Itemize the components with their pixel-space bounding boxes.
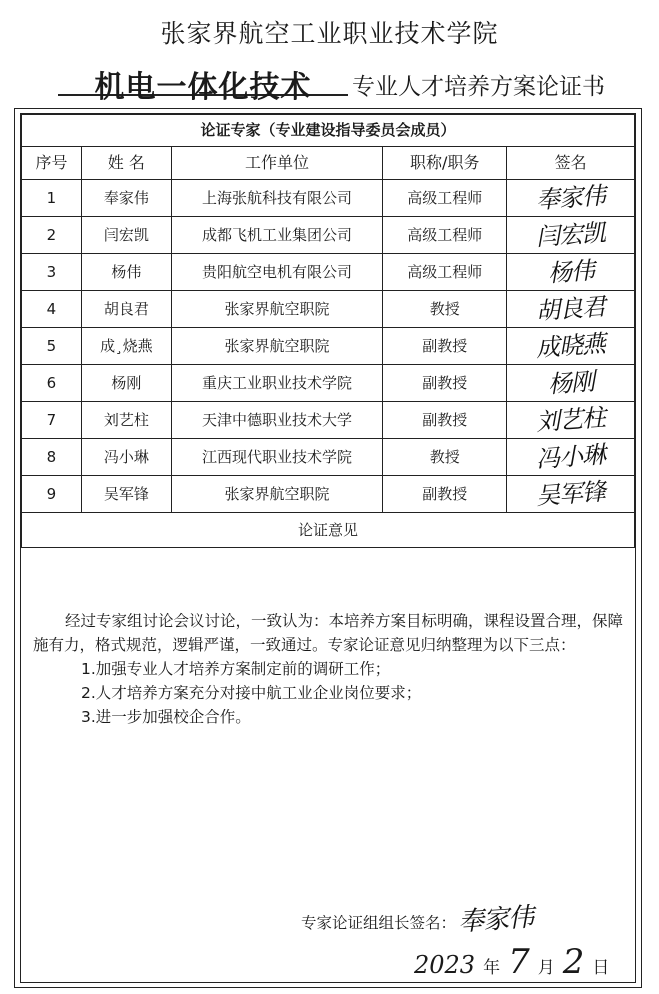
cell-no: 5 (22, 328, 82, 365)
cell-signature (507, 402, 635, 439)
cell-title: 副教授 (383, 328, 507, 365)
cell-no: 8 (22, 439, 82, 476)
cell-name: 杨刚 (81, 365, 171, 402)
column-header-signature: 签名 (507, 147, 635, 180)
cell-name: 吴军锋 (81, 476, 171, 513)
table-row (22, 476, 635, 513)
opinion-points (33, 657, 629, 729)
date-month: 7 (508, 942, 530, 982)
cell-title: 高级工程师 (383, 180, 507, 217)
opinion-intro: 经过专家组讨论会议讨论，一致认为：本培养方案目标明确，课程设置合理，保障施有力，格式规范，逻辑严谨，一致通过。专家论证意见归纳整理为以下三点： (33, 612, 624, 654)
school-name: 张家界航空工业职业技术学院 (160, 19, 499, 48)
handwritten-signature: 杨伟 (546, 256, 595, 288)
cell-name: 奉家伟 (81, 180, 171, 217)
handwritten-signature: 吴军锋 (535, 477, 606, 511)
cell-unit: 上海张航科技有限公司 (171, 180, 383, 217)
cell-signature (507, 254, 635, 291)
title-line (0, 62, 659, 105)
cell-name: 闫宏凯 (81, 217, 171, 254)
table-row (22, 254, 635, 291)
column-header-no: 序号 (22, 147, 82, 180)
cell-title: 副教授 (383, 476, 507, 513)
document-frame (14, 108, 642, 988)
handwritten-signature: 成晓燕 (535, 329, 606, 363)
opinion-section-title: 论证意见 (22, 513, 635, 548)
date-month-unit: 月 (537, 958, 555, 978)
cell-title: 副教授 (383, 402, 507, 439)
cell-unit: 张家界航空职院 (171, 291, 383, 328)
column-header-unit: 工作单位 (171, 147, 383, 180)
table-row (22, 217, 635, 254)
handwritten-signature: 闫宏凯 (535, 218, 606, 252)
handwritten-signature: 胡良君 (535, 292, 606, 326)
major-name: 机电一体化技术 (58, 62, 348, 96)
table-row (22, 402, 635, 439)
date-day: 2 (562, 942, 585, 982)
handwritten-signature: 冯小琳 (535, 440, 606, 474)
table-row (22, 365, 635, 402)
cell-unit: 张家界航空职院 (171, 476, 383, 513)
cell-unit: 成都飞机工业集团公司 (171, 217, 383, 254)
handwritten-signature: 杨刚 (546, 367, 595, 399)
cell-title: 高级工程师 (383, 217, 507, 254)
cell-unit: 重庆工业职业技术学院 (171, 365, 383, 402)
cell-no: 7 (22, 402, 82, 439)
cell-no: 4 (22, 291, 82, 328)
cell-no: 2 (22, 217, 82, 254)
cell-no: 6 (22, 365, 82, 402)
opinion-point: 1.加强专业人才培养方案制定前的调研工作； (81, 660, 391, 678)
leader-signature-line (301, 899, 533, 936)
cell-title: 教授 (383, 439, 507, 476)
opinion-body (33, 609, 629, 729)
document-inner-frame (20, 113, 636, 983)
sign-date (406, 942, 609, 982)
cell-name: 杨伟 (81, 254, 171, 291)
cell-unit: 贵阳航空电机有限公司 (171, 254, 383, 291)
table-row (22, 328, 635, 365)
cell-name: 胡良君 (81, 291, 171, 328)
date-year-unit: 年 (483, 958, 501, 978)
handwritten-signature: 奉家伟 (535, 181, 606, 215)
table-row (22, 439, 635, 476)
cell-title: 副教授 (383, 365, 507, 402)
cell-unit: 张家界航空职院 (171, 328, 383, 365)
column-header-name: 姓 名 (81, 147, 171, 180)
opinion-point: 2.人才培养方案充分对接中航工业企业岗位要求； (81, 684, 422, 702)
opinion-point: 3.进一步加强校企合作。 (81, 708, 251, 726)
table-row (22, 291, 635, 328)
cell-name: 成¸烧燕 (81, 328, 171, 365)
cell-unit: 天津中德职业技术大学 (171, 402, 383, 439)
experts-table (21, 114, 635, 548)
experts-section-title: 论证专家（专业建设指导委员会成员） (22, 115, 635, 147)
leader-signature: 奉家伟 (457, 902, 535, 938)
cell-title: 高级工程师 (383, 254, 507, 291)
cell-name: 冯小琳 (81, 439, 171, 476)
handwritten-signature: 刘艺柱 (535, 403, 606, 437)
cell-signature (507, 476, 635, 513)
cell-signature (507, 180, 635, 217)
date-day-unit: 日 (592, 958, 610, 978)
cell-no: 1 (22, 180, 82, 217)
cell-no: 9 (22, 476, 82, 513)
document-title: 专业人才培养方案论证书 (352, 74, 605, 100)
cell-signature (507, 365, 635, 402)
cell-signature (507, 439, 635, 476)
date-year: 2023 (414, 951, 476, 979)
cell-signature (507, 328, 635, 365)
cell-signature (507, 291, 635, 328)
cell-signature (507, 217, 635, 254)
column-header-title: 职称/职务 (383, 147, 507, 180)
table-row (22, 180, 635, 217)
leader-signature-label: 专家论证组组长签名： (301, 914, 457, 932)
table-header-row (22, 147, 635, 180)
cell-unit: 江西现代职业技术学院 (171, 439, 383, 476)
cell-name: 刘艺柱 (81, 402, 171, 439)
cell-no: 3 (22, 254, 82, 291)
cell-title: 教授 (383, 291, 507, 328)
